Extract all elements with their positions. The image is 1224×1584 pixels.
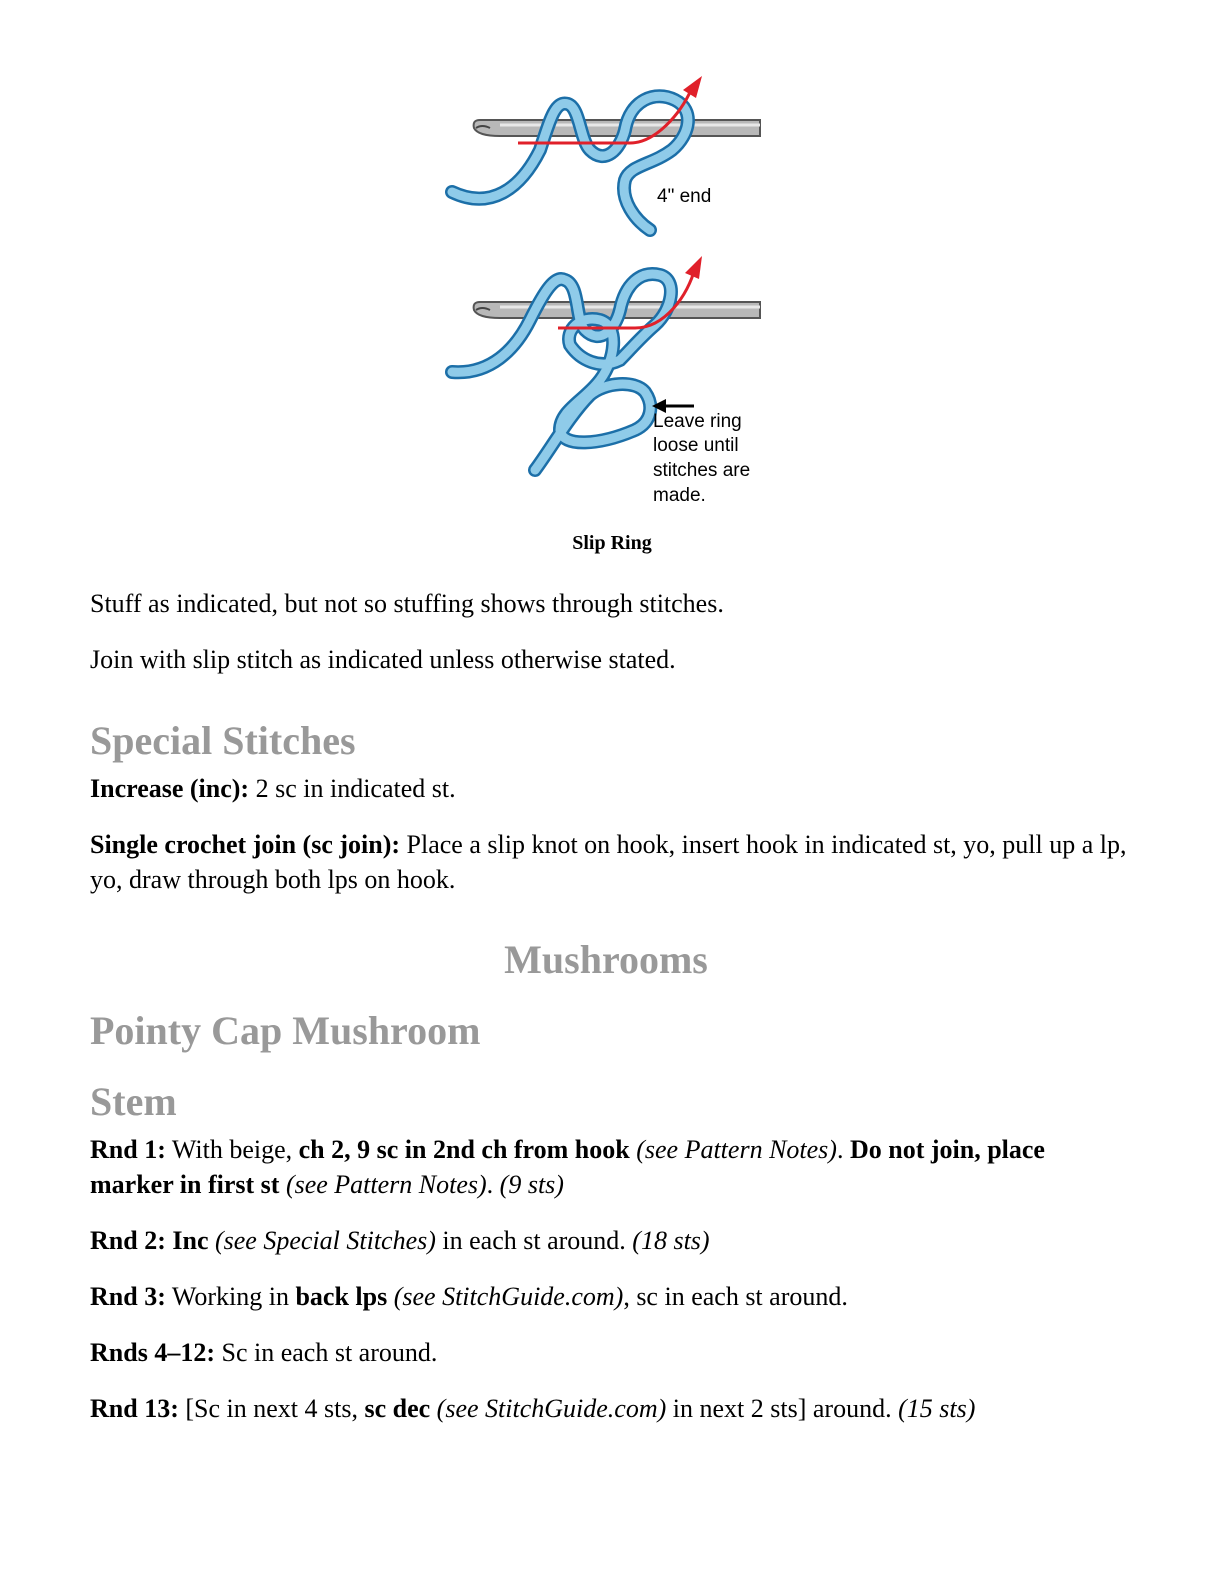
round-2-ref: (see Special Stitches) (208, 1226, 436, 1255)
round-3-text-2: , sc in each st around. (623, 1282, 848, 1311)
round-3-text: Working in (165, 1282, 296, 1311)
round-13 (90, 1391, 1130, 1426)
round-13-bold: sc dec (364, 1394, 431, 1423)
mushrooms-heading: Mushrooms (504, 937, 708, 982)
note-join: Join with slip stitch as indicated unless otherwise stated. (90, 645, 676, 674)
four-inch-end-label: 4" end (657, 186, 712, 207)
round-1 (90, 1132, 1130, 1202)
sc-join-label: Single crochet join (sc join): (90, 830, 401, 859)
round-13-text-2: in next 2 sts] around. (666, 1394, 899, 1423)
pointy-cap-heading: Pointy Cap Mushroom (90, 1008, 481, 1053)
increase-definition (90, 771, 1130, 806)
round-1-text-3: . (486, 1170, 500, 1199)
leave-ring-label-line-2: loose until (653, 435, 739, 456)
round-1-ref: (see Pattern Notes) (629, 1135, 837, 1164)
figure-caption: Slip Ring (572, 532, 652, 554)
rounds-4-12-text: Sc in each st around. (214, 1338, 438, 1367)
increase-label: Increase (inc): (90, 774, 250, 803)
round-3 (90, 1279, 1130, 1314)
yarn-top (452, 96, 688, 230)
round-2-label: Rnd 2: (90, 1226, 166, 1255)
special-stitches-heading: Special Stitches (90, 718, 356, 763)
round-2-count: (18 sts) (632, 1226, 710, 1255)
increase-text: 2 sc in indicated st. (249, 774, 456, 803)
round-13-ref: (see StitchGuide.com) (430, 1394, 667, 1423)
sc-join-text: Place a slip knot on hook, insert hook in indicated st, yo, pull up a lp, yo, draw through both lps on hook. (90, 830, 1127, 894)
stem-heading: Stem (90, 1079, 177, 1124)
note-stuffing: Stuff as indicated, but not so stuffing shows through stitches. (90, 589, 724, 618)
leave-ring-label-line-3: stitches are (653, 460, 751, 481)
round-2-text: in each st around. (435, 1226, 633, 1255)
round-13-label: Rnd 13: (90, 1394, 179, 1423)
round-1-text: With beige, (165, 1135, 299, 1164)
leave-ring-label-line-4: made. (653, 485, 706, 506)
round-2-bold: Inc (165, 1226, 209, 1255)
round-2 (90, 1223, 1130, 1258)
slip-ring-figure (440, 70, 780, 530)
page-content (90, 586, 1130, 1447)
round-3-bold: back lps (295, 1282, 388, 1311)
round-13-count: (15 sts) (898, 1394, 976, 1423)
rounds-4-12-label: Rnds 4–12: (90, 1338, 215, 1367)
rounds-4-12 (90, 1335, 1130, 1370)
leave-ring-label-line-1: Leave ring (653, 411, 742, 432)
round-1-count: (9 sts) (499, 1170, 564, 1199)
round-1-ref-2: (see Pattern Notes) (279, 1170, 487, 1199)
sc-join-definition (90, 827, 1130, 897)
round-13-text: [Sc in next 4 sts, (178, 1394, 365, 1423)
round-3-label: Rnd 3: (90, 1282, 166, 1311)
round-3-ref: (see StitchGuide.com) (387, 1282, 624, 1311)
round-1-bold: ch 2, 9 sc in 2nd ch from hook (298, 1135, 630, 1164)
round-1-text-2: . (836, 1135, 850, 1164)
round-1-bold-2: Do not join, place marker in first st (90, 1135, 1045, 1199)
round-1-label: Rnd 1: (90, 1135, 166, 1164)
